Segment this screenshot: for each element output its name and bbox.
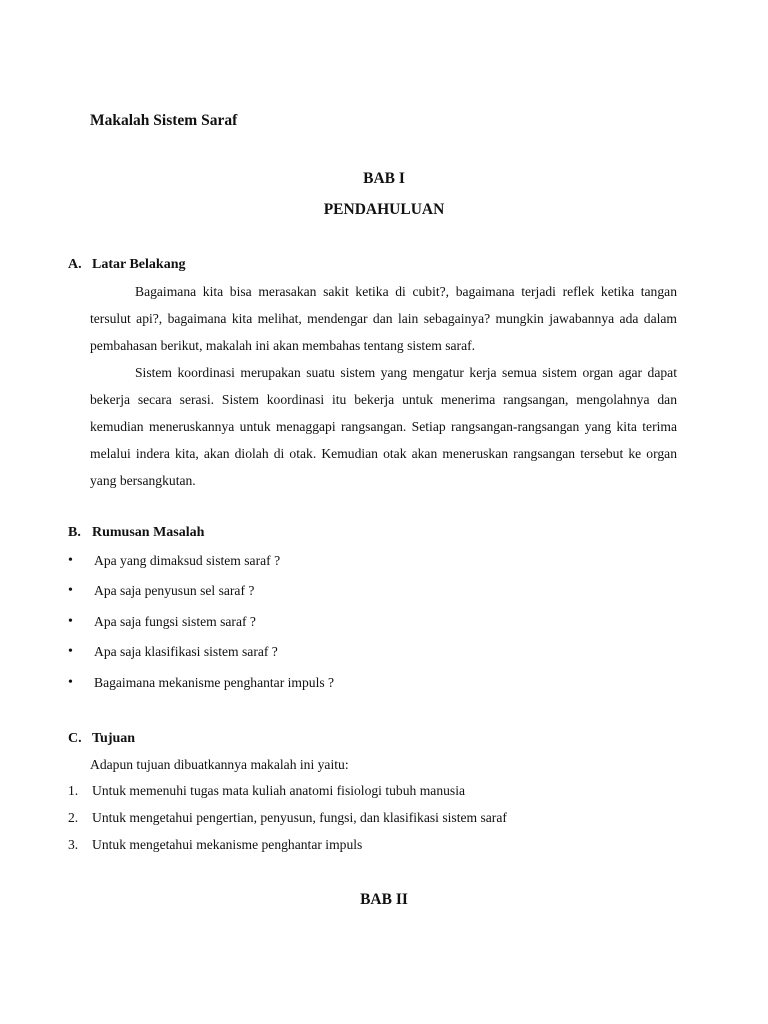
tujuan-intro: Adapun tujuan dibuatkannya makalah ini yaitu: [90, 757, 349, 772]
section-a-letter: A. [68, 257, 82, 272]
list-item [68, 670, 334, 700]
list-item [68, 578, 334, 608]
list-item [68, 639, 334, 669]
rumusan-masalah-list [68, 548, 334, 700]
chapter-2-label: BAB II [360, 891, 408, 908]
list-item-text: Apa saja klasifikasi sistem saraf ? [94, 644, 278, 660]
paragraph-text: Sistem koordinasi merupakan suatu sistem yang mengatur kerja semua sistem organ agar dapat bekerja secara serasi. Sistem koordinasi itu bekerja untuk menerima rangsangan, mengolahnya dan kemudian meneruskannya untuk menaggapi rangsangan. Setiap rangsangan-rangsangan yang kita terima melalui indera kita, akan diolah di otak. Kemudian otak akan meneruskan rangsangan tersebut ke organ yang bersangkutan. [90, 365, 677, 488]
list-item-text: Bagaimana mekanisme penghantar impuls ? [94, 674, 335, 690]
section-b-letter: B. [68, 525, 81, 540]
section-c-letter: C. [68, 731, 82, 746]
list-number: 1. [68, 783, 79, 798]
list-item-text: Apa yang dimaksud sistem saraf ? [94, 553, 281, 568]
list-item-text: Apa saja penyusun sel saraf ? [94, 583, 255, 599]
section-c-title: Tujuan [92, 731, 136, 746]
bullet-icon: • [68, 613, 73, 629]
section-a-paragraph-2 [90, 359, 677, 494]
chapter-1-title: PENDAHULUAN [323, 201, 445, 218]
list-number: 3. [68, 837, 79, 852]
list-item [68, 548, 334, 578]
bullet-icon: • [68, 674, 73, 690]
section-a-paragraph-1 [90, 278, 677, 359]
section-a-title: Latar Belakang [92, 257, 186, 272]
list-item-text: Untuk mengetahui mekanisme penghantar impuls [92, 837, 363, 852]
list-number: 2. [68, 810, 79, 825]
list-item [68, 609, 334, 639]
tujuan-list [68, 779, 507, 860]
bullet-icon: • [68, 583, 73, 599]
chapter-1-label: BAB I [363, 170, 405, 187]
document-title: Makalah Sistem Saraf [90, 112, 238, 129]
paragraph-text: Bagaimana kita bisa merasakan sakit ketika di cubit?, bagaimana terjadi reflek ketika tangan tersulut api?, bagaimana kita melihat, mendengar dan lain sebagainya? mungkin jawabannya ada dalam pembahasan berikut, makalah ini akan membahas tentang sistem saraf. [90, 284, 677, 353]
bullet-icon: • [68, 553, 73, 568]
list-item [68, 833, 507, 860]
list-item-text: Untuk memenuhi tugas mata kuliah anatomi fisiologi tubuh manusia [92, 783, 466, 798]
section-b-title: Rumusan Masalah [92, 525, 205, 540]
list-item-text: Apa saja fungsi sistem saraf ? [94, 613, 256, 629]
list-item-text: Untuk mengetahui pengertian, penyusun, fungsi, dan klasifikasi sistem saraf [92, 810, 507, 825]
section-c-heading [68, 731, 135, 747]
section-b-heading [68, 525, 204, 541]
list-item [68, 806, 507, 833]
section-a-heading [68, 257, 185, 273]
bullet-icon: • [68, 644, 73, 660]
list-item [68, 779, 507, 806]
